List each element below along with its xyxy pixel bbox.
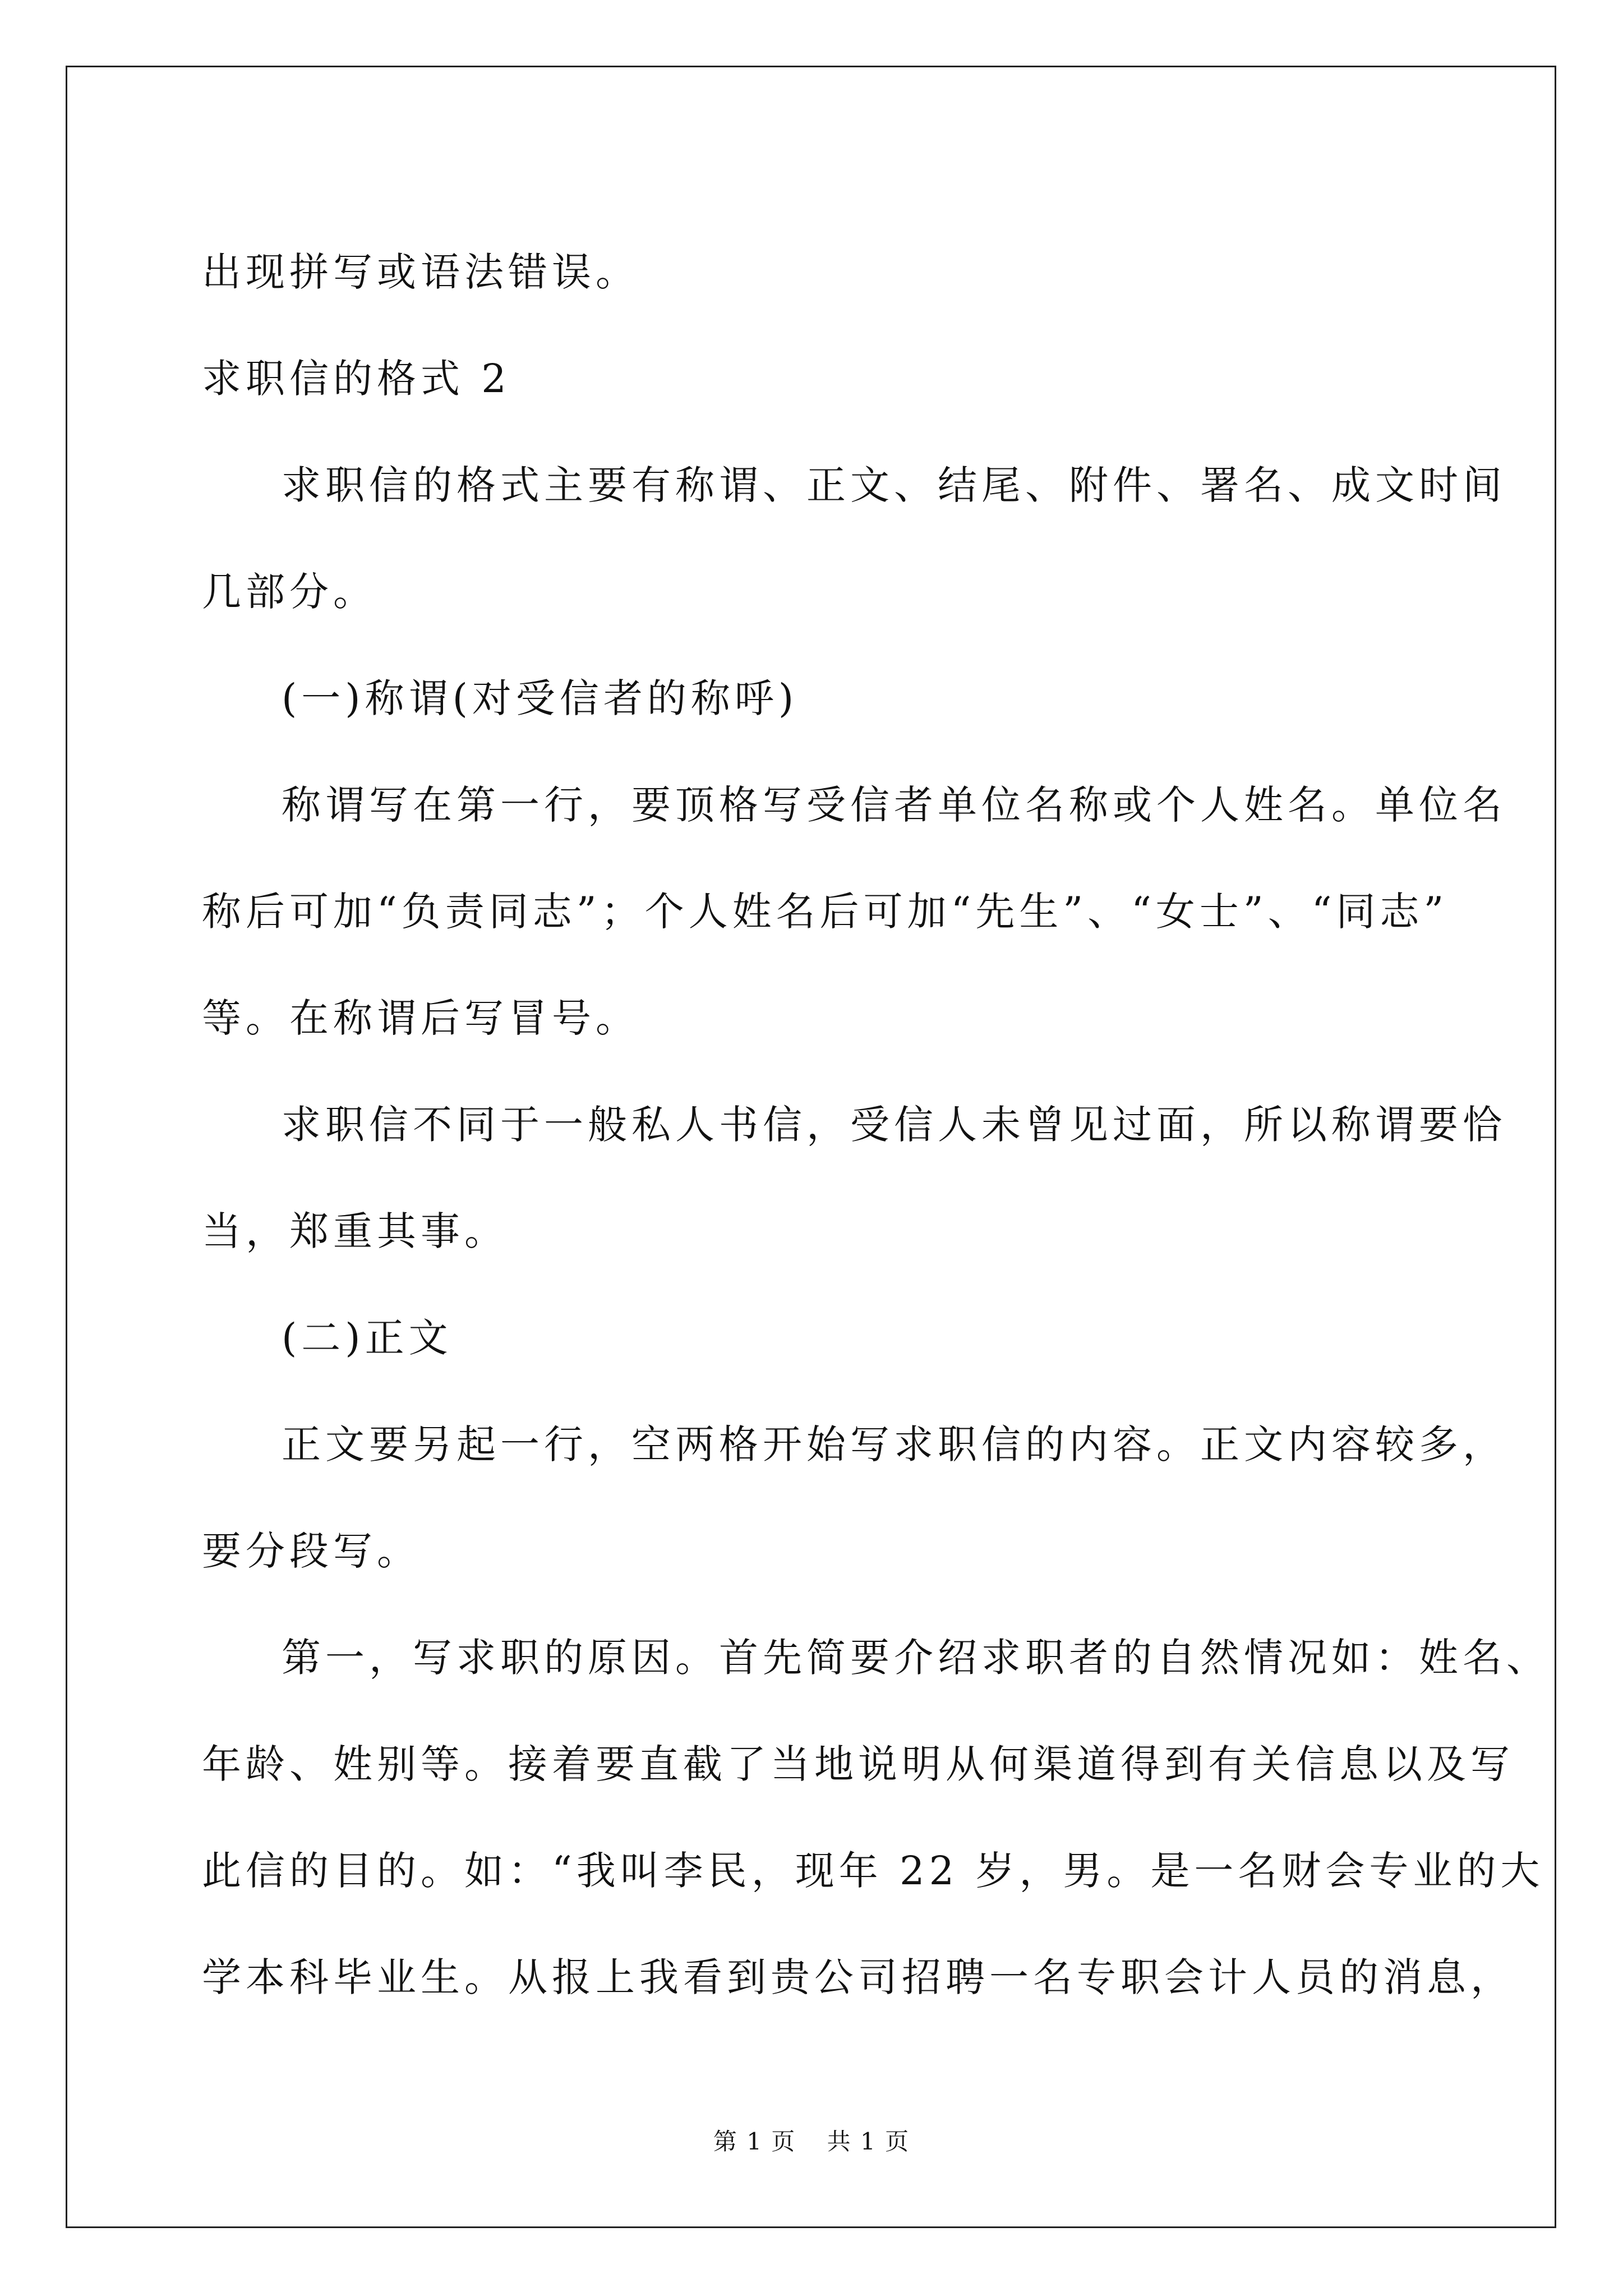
text-line-16: 此信的目的。如：“我叫李民，现年 22 岁，男。是一名财会专业的大 [202, 1848, 1544, 1894]
text-line-9: 求职信不同于一般私人书信，受信人未曾见过面，所以称谓要恰 [282, 1102, 1506, 1148]
section-heading: 求职信的格式 2 [202, 356, 511, 402]
page-total: 共 1 页 [827, 2128, 910, 2155]
text-line-4: 几部分。 [202, 569, 377, 615]
text-line-7: 称后可加“负责同志”；个人姓名后可加“先生”、“女士”、“同志” [202, 889, 1449, 935]
text-line-10: 当，郑重其事。 [202, 1208, 508, 1254]
subheading-salutation: (一)称谓(对受信者的称呼) [282, 675, 799, 721]
text-line-12: 正文要另起一行，空两格开始写求职信的内容。正文内容较多， [282, 1421, 1506, 1467]
text-line-3: 求职信的格式主要有称谓、正文、结尾、附件、署名、成文时间 [282, 462, 1506, 508]
text-line-8: 等。在称谓后写冒号。 [202, 995, 639, 1041]
page-footer [0, 2123, 1623, 2157]
text-line-1: 出现拼写或语法错误。 [202, 249, 639, 295]
text-line-14: 第一，写求职的原因。首先简要介绍求职者的自然情况如：姓名、 [282, 1635, 1550, 1681]
page-number: 第 1 页 [713, 2128, 796, 2155]
text-line-13: 要分段写。 [202, 1528, 421, 1574]
document-body [202, 219, 1550, 2031]
text-line-15: 年龄、姓别等。接着要直截了当地说明从何渠道得到有关信息以及写 [202, 1741, 1514, 1787]
text-line-17: 学本科毕业生。从报上我看到贵公司招聘一名专职会计人员的消息， [202, 1954, 1514, 2000]
text-line-6: 称谓写在第一行，要顶格写受信者单位名称或个人姓名。单位名 [282, 782, 1506, 828]
subheading-body: (二)正文 [282, 1315, 453, 1361]
